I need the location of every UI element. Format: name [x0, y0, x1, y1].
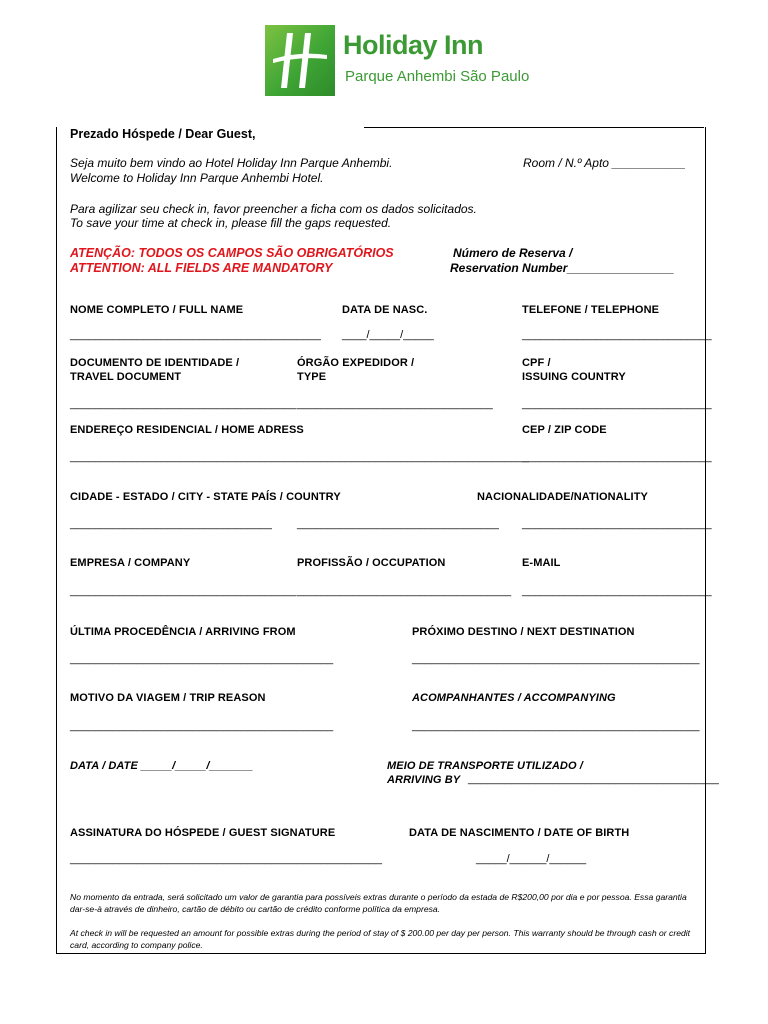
nationality-field[interactable]: _______________________________: [522, 518, 712, 530]
issuer-field[interactable]: ________________________________: [297, 398, 493, 410]
city-country-label: CIDADE - ESTADO / CITY - STATE PAÍS / COUNTRY: [70, 491, 341, 503]
travel-document-label: TRAVEL DOCUMENT: [70, 371, 182, 383]
signature-field[interactable]: ___________________________________________________: [70, 853, 383, 865]
arriving-by-field[interactable]: _________________________________________: [468, 773, 719, 785]
welcome-en: Welcome to Holiday Inn Parque Anhembi Hotel.: [70, 171, 324, 185]
deposit-note-pt: No momento da entrada, será solicitado um valor de garantia para possíveis extras durante o período da estada de R$200,00 por dia e por pessoa. Essa garantia dar-se-à através de dinheiro, cartão de débito ou cartão de crédito conforme política da empresa.: [70, 892, 687, 914]
greeting: Prezado Hóspede / Dear Guest,: [70, 127, 256, 141]
type-label: TYPE: [297, 371, 327, 383]
accompanying-label: ACOMPANHANTES / ACCOMPANYING: [412, 692, 616, 704]
telephone-label: TELEFONE / TELEPHONE: [522, 304, 660, 316]
deposit-note-en: At check in will be requested an amount for possible extras during the period of stay of $ 200.00 per day per person. This warranty should be through cash or credit card, according to company police.: [70, 928, 691, 950]
checkin-pt: Para agilizar seu check in, favor preencher a ficha com os dados solicitados.: [70, 202, 477, 216]
address-field[interactable]: ___________________________________________________________________________: [70, 451, 529, 463]
id-document-label: DOCUMENTO DE IDENTIDADE /: [70, 357, 240, 369]
dob-label: DATA DE NASCIMENTO / DATE OF BIRTH: [409, 827, 630, 839]
dob-field[interactable]: _____/______/______: [476, 853, 587, 865]
telephone-field[interactable]: _______________________________: [522, 329, 712, 341]
cpf-label: CPF /: [522, 357, 551, 369]
logo-location: Parque Anhembi São Paulo: [345, 68, 530, 85]
occupation-field[interactable]: ___________________________________: [297, 585, 512, 597]
transport-label: MEIO DE TRANSPORTE UTILIZADO /: [387, 760, 583, 772]
city-field[interactable]: _________________________________: [70, 518, 272, 530]
reservation-number-field[interactable]: Reservation Number________________: [450, 261, 675, 275]
nationality-label: NACIONALIDADE/NATIONALITY: [477, 491, 648, 503]
holiday-inn-h-icon: [265, 25, 335, 96]
address-label: ENDEREÇO RESIDENCIAL / HOME ADRESS: [70, 424, 304, 436]
room-field[interactable]: Room / N.º Apto ___________: [523, 156, 686, 170]
reservation-label-pt: Número de Reserva /: [453, 246, 573, 260]
occupation-label: PROFISSÃO / OCCUPATION: [297, 557, 446, 569]
country-field[interactable]: _________________________________: [297, 518, 499, 530]
arriving-from-label: ÚLTIMA PROCEDÊNCIA / ARRIVING FROM: [70, 626, 296, 638]
zip-label: CEP / ZIP CODE: [522, 424, 607, 436]
cpf-field[interactable]: _______________________________: [522, 398, 712, 410]
arriving-by-label: ARRIVING BY: [387, 774, 461, 786]
trip-reason-label: MOTIVO DA VIAGEM / TRIP REASON: [70, 692, 266, 704]
full-name-label: NOME COMPLETO / FULL NAME: [70, 304, 244, 316]
issuing-country-label: ISSUING COUNTRY: [522, 371, 626, 383]
date-field[interactable]: DATA / DATE _____/_____/_______: [70, 760, 254, 772]
accompanying-field[interactable]: _______________________________________________: [412, 720, 700, 732]
id-document-field[interactable]: _____________________________________: [70, 398, 297, 410]
warning-en: ATTENTION: ALL FIELDS ARE MANDATORY: [70, 261, 333, 275]
zip-field[interactable]: _______________________________: [522, 451, 712, 463]
issuer-label: ÓRGÃO EXPEDIDOR /: [297, 357, 415, 369]
arriving-from-field[interactable]: ___________________________________________: [70, 653, 334, 665]
birth-date-label: DATA DE NASC.: [342, 304, 428, 316]
company-field[interactable]: _____________________________________: [70, 585, 297, 597]
email-label: E-MAIL: [522, 557, 561, 569]
warning-pt: ATENÇÃO: TODOS OS CAMPOS SÃO OBRIGATÓRIOS: [70, 246, 394, 260]
birth-date-field[interactable]: ____/_____/_____: [342, 329, 434, 341]
checkin-en: To save your time at check in, please fill the gaps requested.: [70, 216, 392, 230]
company-label: EMPRESA / COMPANY: [70, 557, 191, 569]
email-field[interactable]: _______________________________: [522, 585, 712, 597]
next-destination-field[interactable]: _______________________________________________: [412, 653, 700, 665]
full-name-field[interactable]: _________________________________________: [70, 329, 321, 341]
next-destination-label: PRÓXIMO DESTINO / NEXT DESTINATION: [412, 626, 635, 638]
signature-label: ASSINATURA DO HÓSPEDE / GUEST SIGNATURE: [70, 827, 336, 839]
logo-brand-name: Holiday Inn: [343, 30, 484, 60]
welcome-pt: Seja muito bem vindo ao Hotel Holiday Inn Parque Anhembi.: [70, 156, 393, 170]
trip-reason-field[interactable]: ___________________________________________: [70, 720, 334, 732]
